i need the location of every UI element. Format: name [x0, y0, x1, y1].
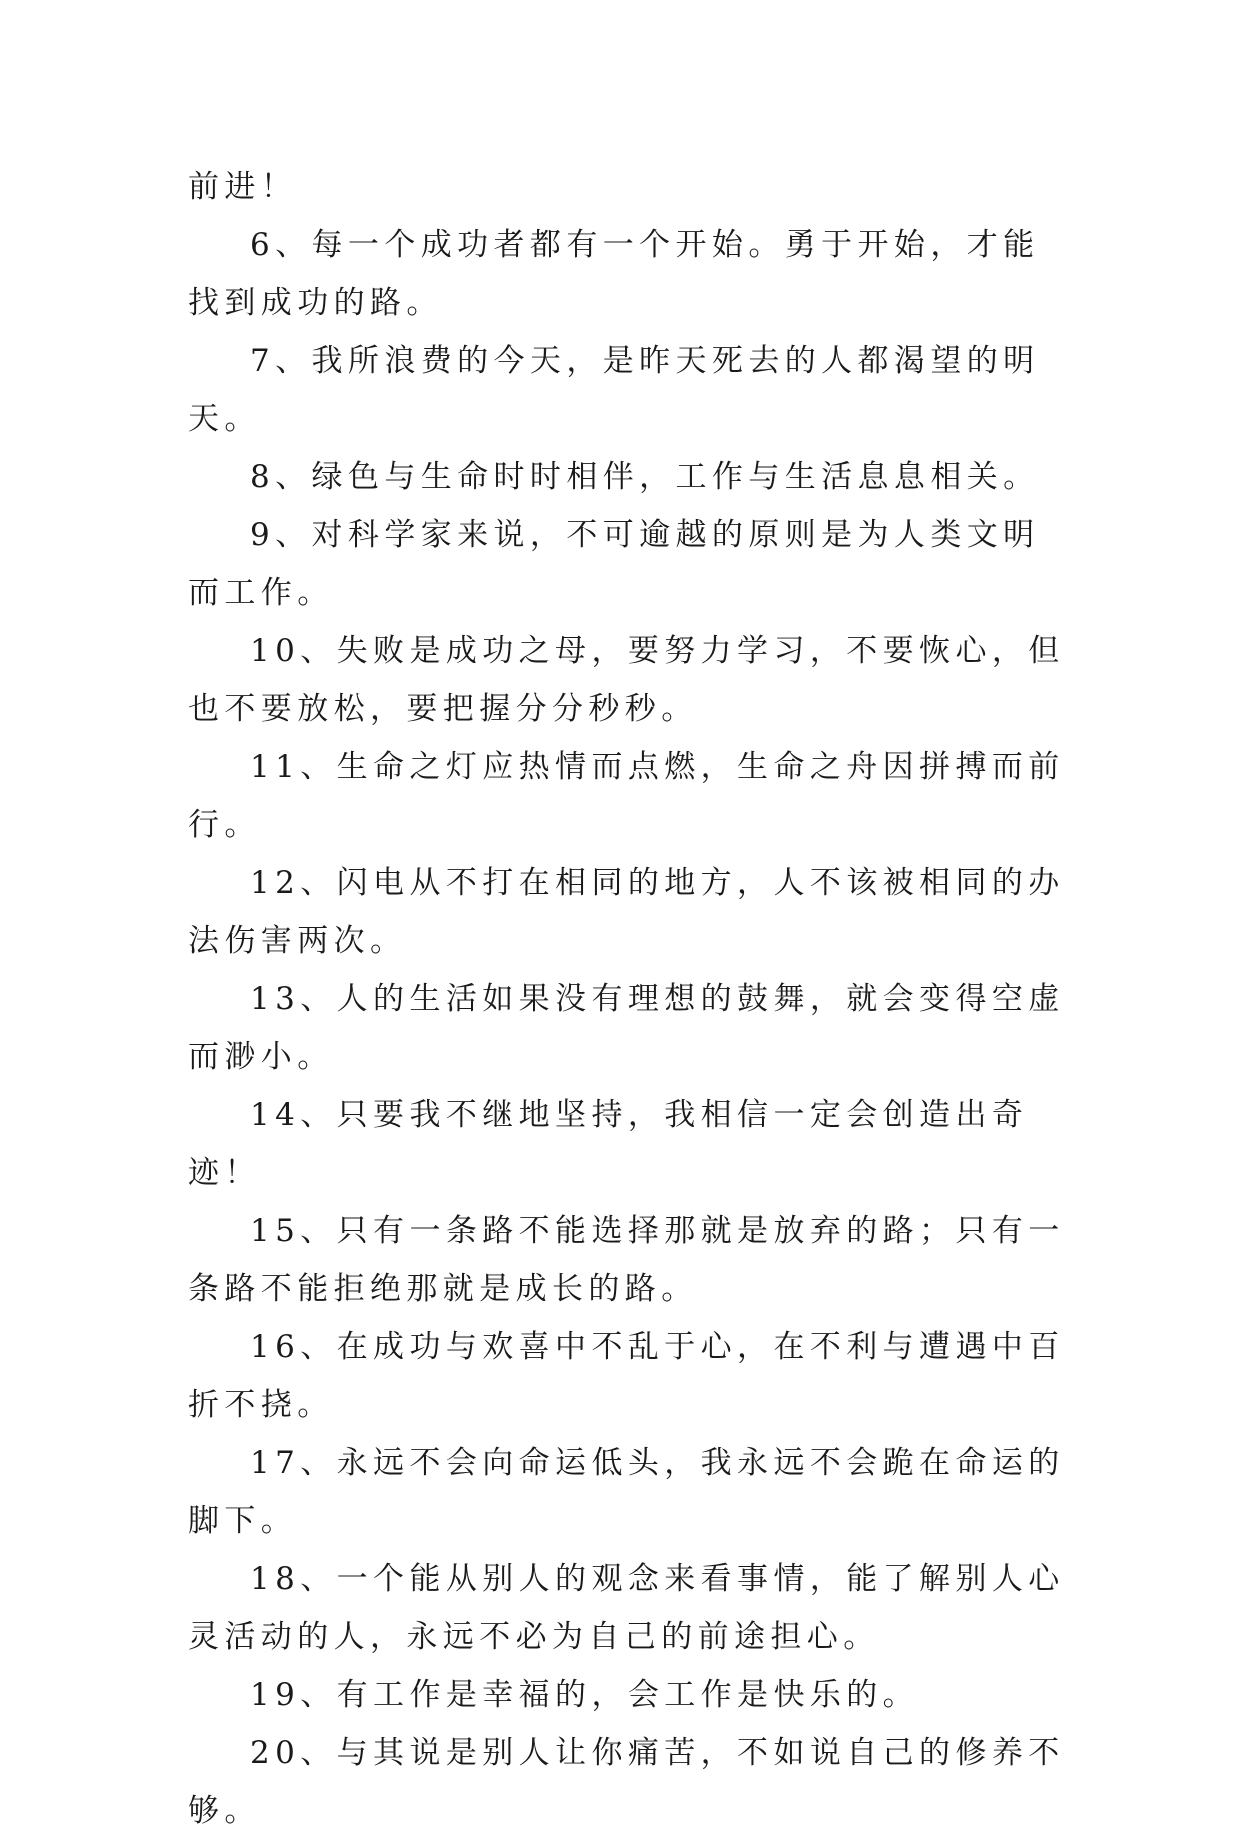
paragraph-20: 20、与其说是别人让你痛苦，不如说自己的修养不够。	[188, 1735, 1065, 1829]
paragraph-12: 12、闪电从不打在相同的地方，人不该被相同的办法伤害两次。	[188, 865, 1065, 959]
paragraph-18: 18、一个能从别人的观念来看事情，能了解别人心灵活动的人，永远不必为自己的前途担心。	[188, 1561, 1065, 1655]
paragraph-0: 前进！	[188, 169, 298, 205]
paragraph-9: 9、对科学家来说，不可逾越的原则是为人类文明而工作。	[188, 517, 1040, 611]
document-body	[188, 158, 1068, 1840]
paragraph-17: 17、永远不会向命运低头，我永远不会跪在命运的脚下。	[188, 1445, 1065, 1539]
paragraph-19: 19、有工作是幸福的，会工作是快乐的。	[250, 1677, 920, 1713]
paragraph-8: 8、绿色与生命时时相伴，工作与生活息息相关。	[250, 459, 1040, 495]
paragraph-7: 7、我所浪费的今天，是昨天死去的人都渴望的明天。	[188, 343, 1040, 437]
paragraph-14: 14、只要我不继地坚持，我相信一定会创造出奇迹！	[188, 1097, 1029, 1191]
paragraph-11: 11、生命之灯应热情而点燃，生命之舟因拼搏而前行。	[188, 749, 1065, 843]
paragraph-10: 10、失败是成功之母，要努力学习，不要恢心，但也不要放松，要把握分分秒秒。	[188, 633, 1065, 727]
paragraph-13: 13、人的生活如果没有理想的鼓舞，就会变得空虚而渺小。	[188, 981, 1065, 1075]
paragraph-16: 16、在成功与欢喜中不乱于心，在不利与遭遇中百折不挠。	[188, 1329, 1065, 1423]
paragraph-15: 15、只有一条路不能选择那就是放弃的路；只有一条路不能拒绝那就是成长的路。	[188, 1213, 1065, 1307]
paragraph-6: 6、每一个成功者都有一个开始。勇于开始，才能找到成功的路。	[188, 227, 1040, 321]
